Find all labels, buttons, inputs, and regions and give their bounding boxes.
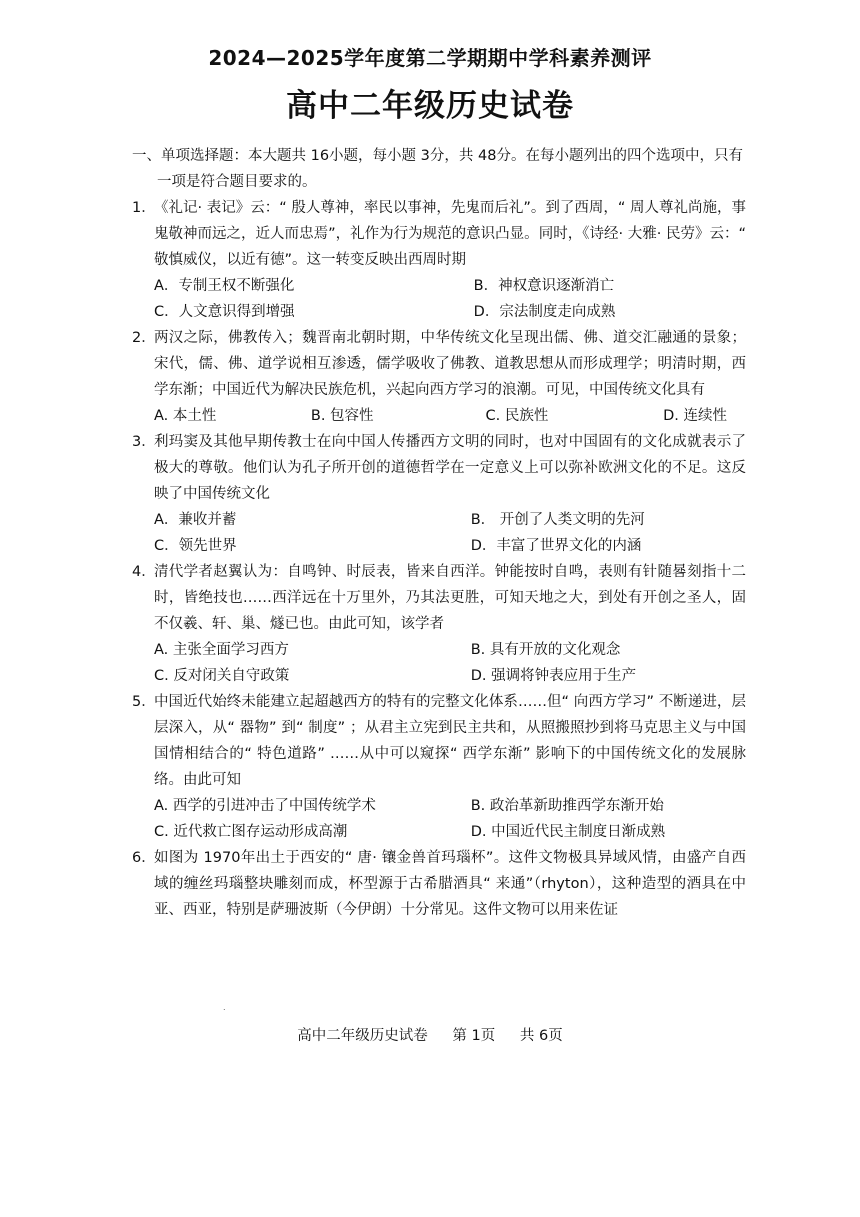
option-a[interactable]: A. 西学的引进冲击了中国传统学术 [154,798,376,814]
exam-term-title: 2024—2025学年度第二学期期中学科素养测评 [208,46,652,70]
option-c[interactable]: C．领先世界 [154,538,237,554]
stray-mark: . [223,1003,226,1012]
option-d[interactable]: D. 中国近代民主制度日渐成熟 [470,824,666,840]
question-stem: 如图为 1970年出土于西安的“ 唐· 镶金兽首玛瑙杯”。这件文物极具异域风情，由盛产自西域的缠丝玛瑙整块雕刻而成，杯型源于古希腊酒具“ 来通”（rhyton），这种造型的酒具在中亚、西亚，特别是萨珊波斯（今伊朗）十分常见。这件文物可以用来佐证 [154,850,746,918]
question-number: 2． [132,330,156,346]
question-number: 6． [132,850,156,866]
option-c[interactable]: C. 民族性 [485,408,549,424]
footer-page-number: 第 1页 [452,1028,496,1044]
page-footer [0,1024,860,1045]
option-d[interactable]: D. 连续性 [663,408,727,424]
option-d[interactable]: D．丰富了世界文化的内涵 [470,538,642,554]
options [154,793,746,845]
question-stem: 两汉之际，佛教传入；魏晋南北朝时期，中华传统文化呈现出儒、佛、道交汇融通的景象；宋代，儒、佛、道学说相互渗透，儒学吸收了佛教、道教思想从而形成理学；明清时期，西学东渐；中国近代为解决民族危机，兴起向西方学习的浪潮。可见，中国传统文化具有 [154,330,746,398]
option-b[interactable]: B. 政治革新助推西学东渐开始 [470,798,664,814]
options [154,507,746,559]
question-number: 5． [132,694,156,710]
option-c[interactable]: C. 近代救亡图存运动形成高潮 [154,824,348,840]
option-a[interactable]: A．专制王权不断强化 [154,278,295,294]
footer-exam-name: 高中二年级历史试卷 [297,1028,428,1044]
option-a[interactable]: A. 主张全面学习西方 [154,642,289,658]
question-5 [132,689,746,845]
question-stem: 清代学者赵翼认为：自鸣钟、时辰表，皆来自西洋。钟能按时自鸣，表则有针随晷刻指十二时，皆绝技也……西洋远在十万里外，乃其法更胜，可知天地之大，到处有开创之圣人，固不仅羲、轩、巢、燧已也。由此可知，该学者 [154,564,746,632]
options [154,637,746,689]
option-d[interactable]: D．宗法制度走向成熟 [473,304,616,320]
option-c[interactable]: C．人文意识得到增强 [154,304,295,320]
option-d[interactable]: D. 强调将钟表应用于生产 [470,668,637,684]
question-3 [132,429,746,559]
question-number: 3． [132,434,156,450]
question-4 [132,559,746,689]
options [154,403,746,429]
question-1 [132,195,746,325]
option-b[interactable]: B. 具有开放的文化观念 [470,642,621,658]
question-stem: 中国近代始终未能建立起超越西方的特有的完整文化体系……但“ 向西方学习” 不断递进，层层深入，从“ 器物” 到“ 制度” ；从君主立宪到民主共和，从照搬照抄到将马克思主义与中国国情相结合的“ 特色道路” ……从中可以窥探“ 西学东渐” 影响下的中国传统文化的发展脉络。由此可知 [154,694,746,788]
exam-content [132,143,746,923]
question-stem: 利玛窦及其他早期传教士在向中国人传播西方文明的同时，也对中国固有的文化成就表示了极大的尊敬。他们认为孔子所开创的道德哲学在一定意义上可以弥补欧洲文化的不足。这反映了中国传统文化 [154,434,746,502]
option-c[interactable]: C. 反对闭关自守政策 [154,668,290,684]
option-a[interactable]: A. 本土性 [154,408,217,424]
section-instructions: 一、单项选择题：本大题共 16小题，每小题 3分，共 48分。在每小题列出的四个选项中，只有一项是符合题目要求的。 [132,148,743,190]
question-number: 1． [132,200,156,216]
option-a[interactable]: A．兼收并蓄 [154,512,237,528]
exam-subject-title: 高中二年级历史试卷 [286,88,574,124]
options [154,273,746,325]
footer-total-pages: 共 6页 [519,1028,563,1044]
option-b[interactable]: B. 包容性 [310,408,374,424]
question-stem: 《礼记· 表记》云：“ 殷人尊神，率民以事神，先鬼而后礼”。到了西周，“ 周人尊礼尚施，事鬼敬神而远之，近人而忠焉”，礼作为行为规范的意识凸显。同时，《诗经· 大雅· 民劳》云：“ 敬慎威仪，以近有德”。这一转变反映出西周时期 [154,200,746,268]
question-number: 4． [132,564,156,580]
option-b[interactable]: B．神权意识逐渐消亡 [473,278,615,294]
question-6 [132,845,746,923]
option-b[interactable]: B． 开创了人类文明的先河 [470,512,645,528]
question-2 [132,325,746,429]
